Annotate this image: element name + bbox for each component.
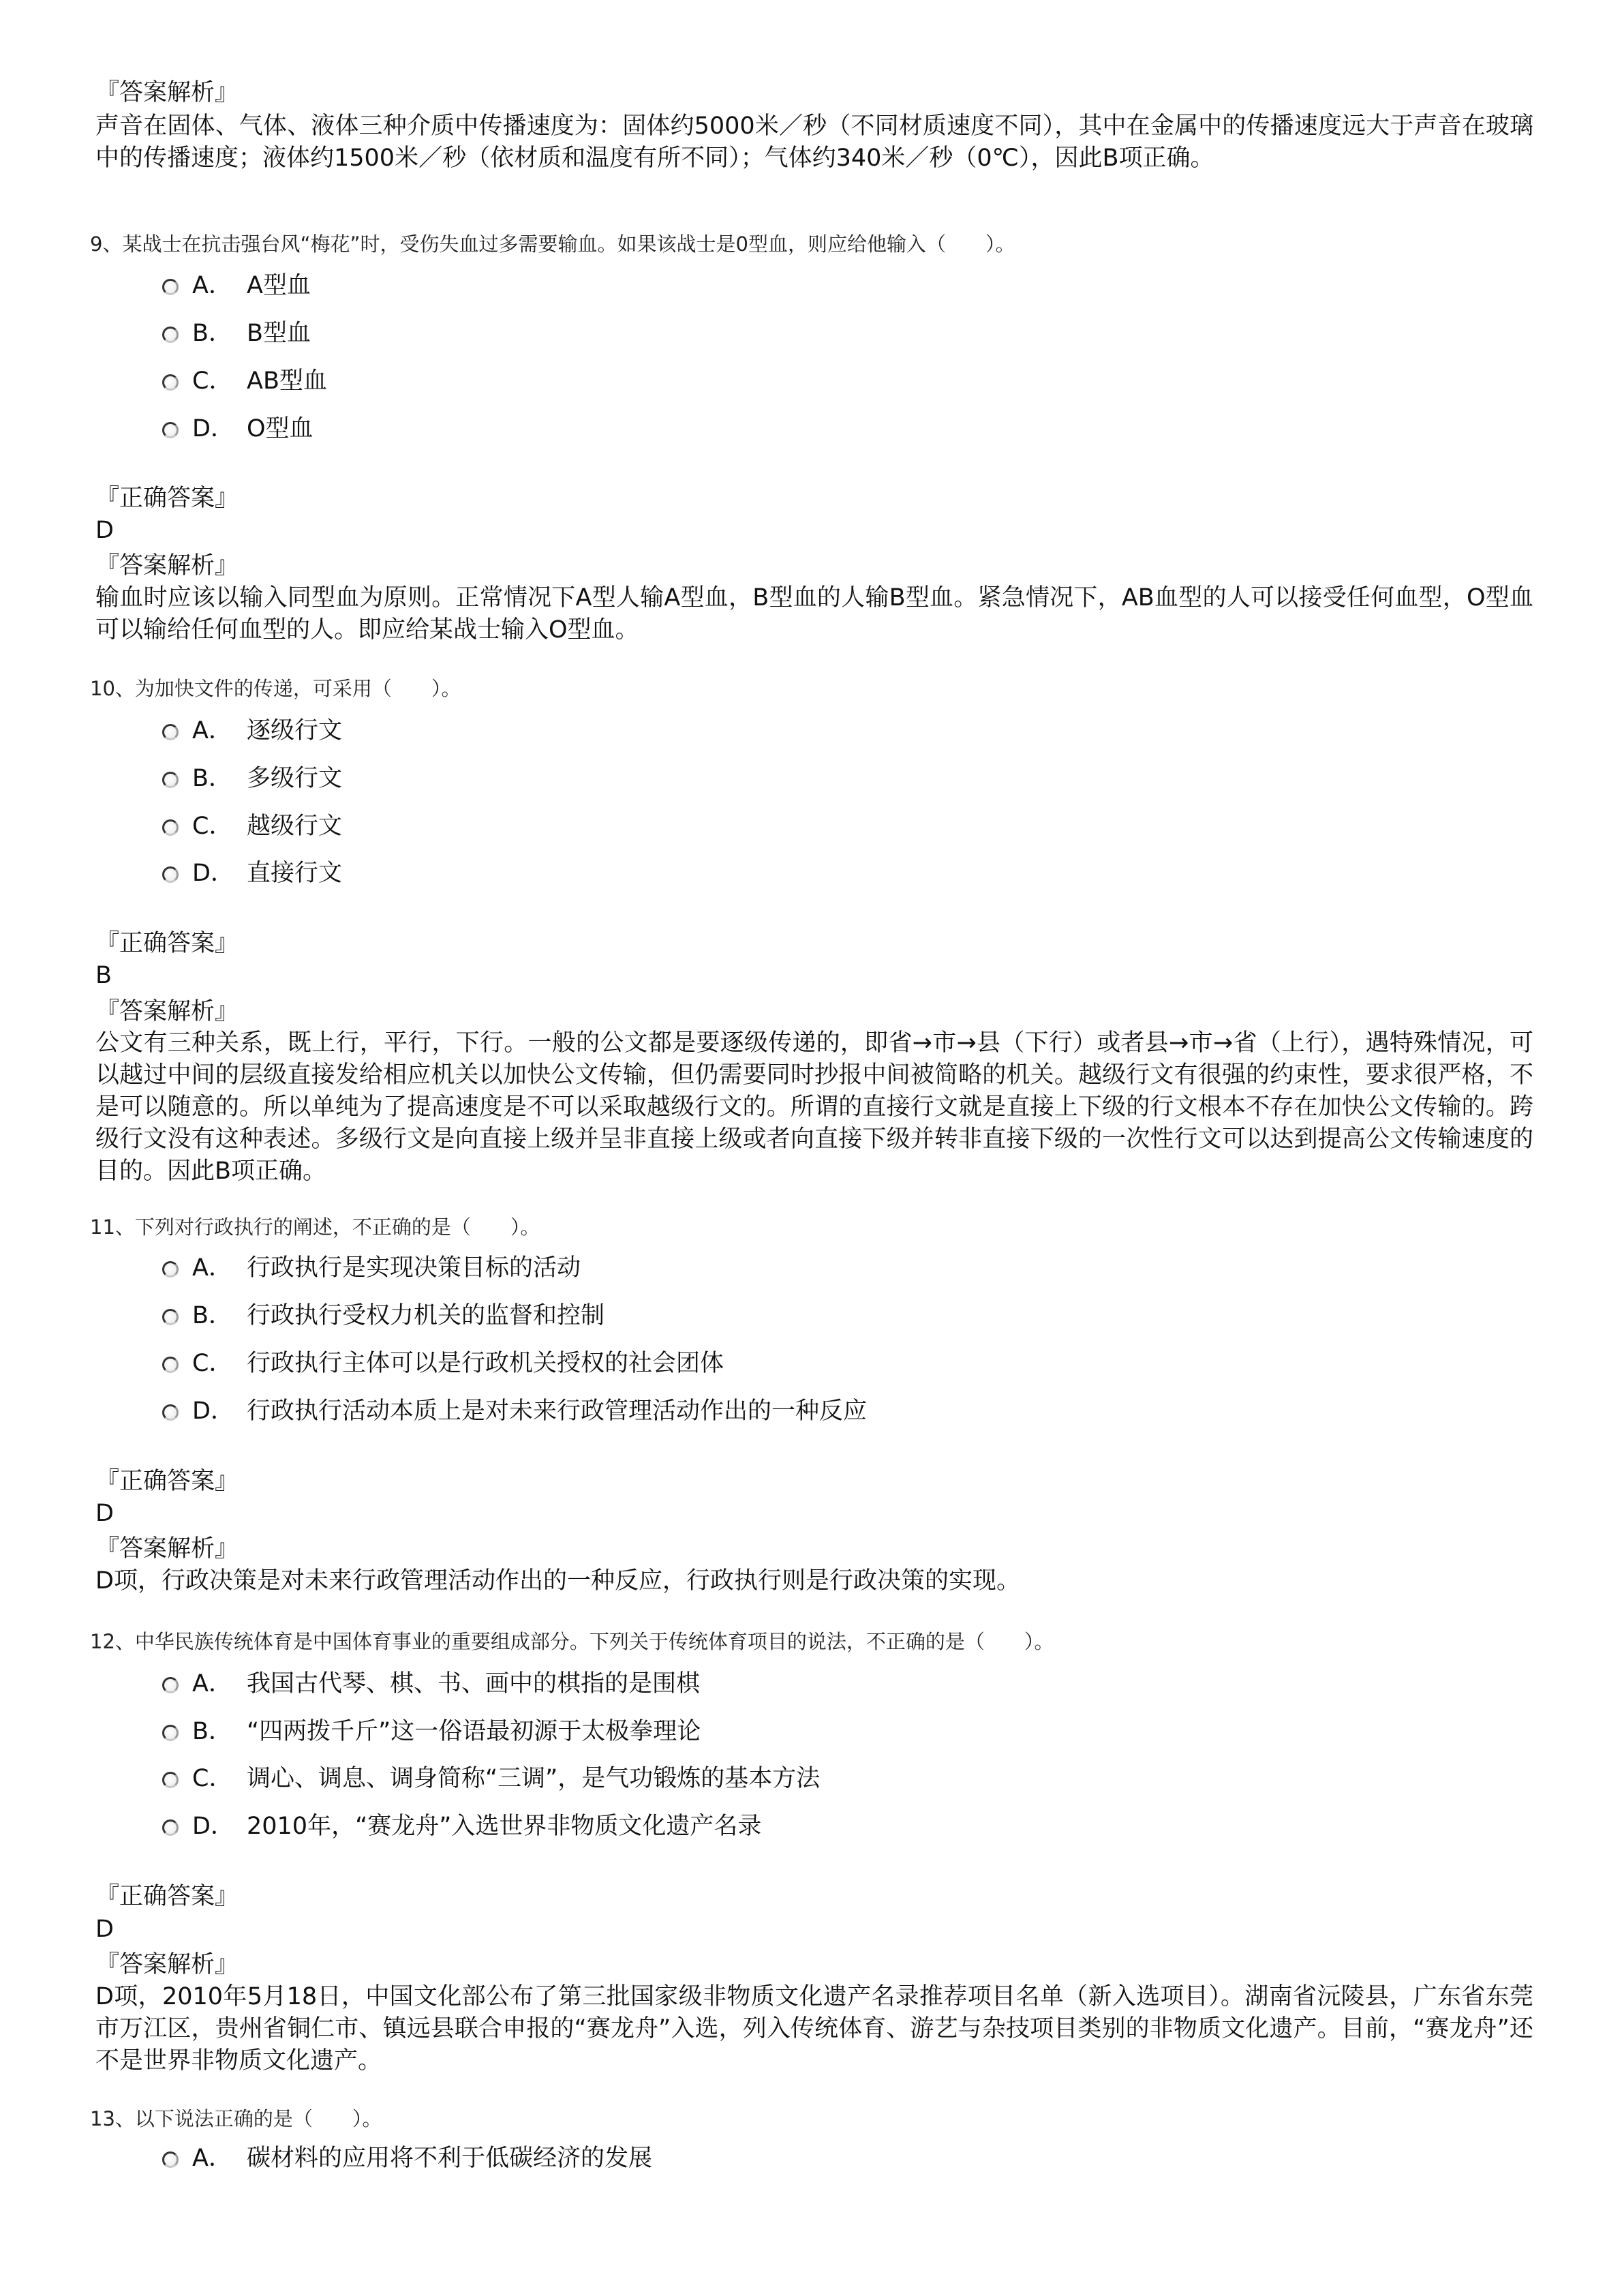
option-text: 越级行文 (247, 813, 343, 840)
radio-button-icon[interactable] (162, 772, 179, 788)
option-c[interactable] (162, 359, 327, 399)
radio-button-icon[interactable] (162, 1725, 179, 1741)
question-text: 12、中华民族传统体育是中国体育事业的重要组成部分。下列关于传统体育项目的说法，不正确的是（ ）。 (90, 1630, 1054, 1653)
option-text: B型血 (247, 320, 311, 347)
analysis-text: 公文有三种关系，既上行，平行，下行。一般的公文都是要逐级传递的，即省→市→县（下行）或者县→市→省（上行），遇特殊情况，可以越过中间的层级直接发给相应机关以加快公文传输，但仍需要同时抄报中间被简略的机关。越级行文有很强的约束性，要求很严格，不是可以随意的。所以单纯为了提高速度是不可以采取越级行文的。所谓的直接行文就是直接上下级的行文根本不存在加快公文传输的。跨级行文没有这种表述。多级行文是向直接上级并呈非直接上级或者向直接下级并转非直接下级的一次性行文可以达到提高公文传输速度的目的。因此B项正确。 (95, 1029, 1533, 1185)
radio-button-icon[interactable] (162, 279, 179, 295)
option-letter: C． (192, 1350, 233, 1377)
radio-button-icon[interactable] (162, 1677, 179, 1693)
option-letter: B． (192, 1302, 233, 1329)
option-text: O型血 (247, 415, 313, 442)
option-letter: A． (192, 2145, 232, 2172)
option-d[interactable] (162, 406, 313, 447)
correct-answer: D (95, 517, 114, 544)
option-d[interactable] (162, 851, 342, 892)
option-a[interactable] (162, 1661, 700, 1702)
option-letter: D． (192, 860, 234, 887)
option-text: AB型血 (247, 367, 327, 395)
correct-answer-label: 『正确答案』 (95, 485, 239, 512)
question-text: 9、某战士在抗击强台风“梅花”时，受伤失血过多需要输血。如果该战士是0型血，则应给他输入（ ）。 (90, 232, 1015, 256)
option-text: 碳材料的应用将不利于低碳经济的发展 (247, 2145, 653, 2172)
option-text: 逐级行文 (247, 717, 343, 744)
correct-answer-label: 『正确答案』 (95, 1468, 239, 1495)
radio-button-icon[interactable] (162, 327, 179, 343)
radio-button-icon[interactable] (162, 1819, 179, 1836)
option-letter: C． (192, 813, 233, 840)
option-text: 2010年，“赛龙舟”入选世界非物质文化遗产名录 (247, 1813, 762, 1840)
option-text: A型血 (247, 272, 311, 299)
option-letter: C． (192, 367, 233, 395)
option-letter: B． (192, 320, 233, 347)
option-letter: A． (192, 272, 232, 299)
option-c[interactable] (162, 804, 342, 845)
option-text: 行政执行活动本质上是对未来行政管理活动作出的一种反应 (247, 1398, 868, 1425)
correct-answer: D (95, 1916, 114, 1943)
correct-answer-label: 『正确答案』 (95, 1883, 239, 1910)
radio-button-icon[interactable] (162, 374, 179, 391)
analysis-label: 『答案解析』 (95, 1535, 239, 1562)
option-c[interactable] (162, 1756, 820, 1797)
option-text: 直接行文 (247, 860, 343, 887)
option-letter: B． (192, 1718, 233, 1745)
option-letter: A． (192, 1254, 232, 1282)
analysis-label: 『答案解析』 (95, 998, 239, 1025)
question-text: 13、以下说法正确的是（ ）。 (90, 2107, 382, 2130)
option-a[interactable] (162, 1245, 581, 1286)
correct-answer-label: 『正确答案』 (95, 930, 239, 957)
radio-button-icon[interactable] (162, 2151, 179, 2168)
option-c[interactable] (162, 1341, 724, 1382)
option-a[interactable] (162, 2136, 652, 2177)
option-b[interactable] (162, 1709, 701, 1750)
option-a[interactable] (162, 263, 311, 304)
option-letter: D． (192, 1398, 234, 1425)
option-text: 多级行文 (247, 765, 343, 792)
option-b[interactable] (162, 756, 342, 797)
radio-button-icon[interactable] (162, 1772, 179, 1788)
radio-button-icon[interactable] (162, 724, 179, 740)
analysis-label: 『答案解析』 (95, 79, 239, 106)
option-d[interactable] (162, 1804, 761, 1845)
radio-button-icon[interactable] (162, 1357, 179, 1373)
option-text: 调心、调息、调身简称“三调”，是气功锻炼的基本方法 (247, 1765, 821, 1792)
question-text: 11、下列对行政执行的阐述，不正确的是（ ）。 (90, 1215, 540, 1239)
analysis-text: D项，2010年5月18日，中国文化部公布了第三批国家级非物质文化遗产名录推荐项目名单（新入选项目）。湖南省沅陵县，广东省东莞市万江区，贵州省铜仁市、镇远县联合申报的“赛龙舟”入选，列入传统体育、游艺与杂技项目类别的非物质文化遗产。目前，“赛龙舟”还不是世界非物质文化遗产。 (95, 1983, 1533, 2074)
option-text: 行政执行主体可以是行政机关授权的社会团体 (247, 1350, 724, 1377)
option-d[interactable] (162, 1389, 867, 1430)
radio-button-icon[interactable] (162, 819, 179, 836)
option-text: “四两拨千斤”这一俗语最初源于太极拳理论 (247, 1718, 701, 1745)
option-text: 行政执行受权力机关的监督和控制 (247, 1302, 605, 1329)
option-letter: A． (192, 1670, 232, 1697)
radio-button-icon[interactable] (162, 1261, 179, 1278)
radio-button-icon[interactable] (162, 422, 179, 438)
option-b[interactable] (162, 311, 311, 352)
option-letter: D． (192, 1813, 234, 1840)
option-letter: A． (192, 717, 232, 744)
analysis-text: D项，行政决策是对未来行政管理活动作出的一种反应，行政执行则是行政决策的实现。 (95, 1567, 1020, 1595)
option-letter: D． (192, 415, 234, 442)
correct-answer: D (95, 1500, 114, 1527)
option-text: 行政执行是实现决策目标的活动 (247, 1254, 581, 1282)
radio-button-icon[interactable] (162, 866, 179, 883)
correct-answer: B (95, 962, 112, 989)
analysis-label: 『答案解析』 (95, 552, 239, 579)
option-a[interactable] (162, 708, 342, 749)
option-b[interactable] (162, 1293, 605, 1334)
option-letter: B． (192, 765, 233, 792)
question-text: 10、为加快文件的传递，可采用（ ）。 (90, 677, 461, 700)
option-text: 我国古代琴、棋、书、画中的棋指的是围棋 (247, 1670, 701, 1697)
radio-button-icon[interactable] (162, 1309, 179, 1325)
option-letter: C． (192, 1765, 233, 1792)
radio-button-icon[interactable] (162, 1404, 179, 1421)
analysis-label: 『答案解析』 (95, 1951, 239, 1978)
analysis-text: 输血时应该以输入同型血为原则。正常情况下A型人输A型血，B型血的人输B型血。紧急情况下，AB血型的人可以接受任何血型，O型血可以输给任何血型的人。即应给某战士输入O型血。 (95, 584, 1533, 644)
analysis-text: 声音在固体、气体、液体三种介质中传播速度为：固体约5000米／秒（不同材质速度不同），其中在金属中的传播速度远大于声音在玻璃中的传播速度；液体约1500米／秒（依材质和温度有所不同）；气体约340米／秒（0℃），因此B项正确。 (95, 112, 1533, 172)
